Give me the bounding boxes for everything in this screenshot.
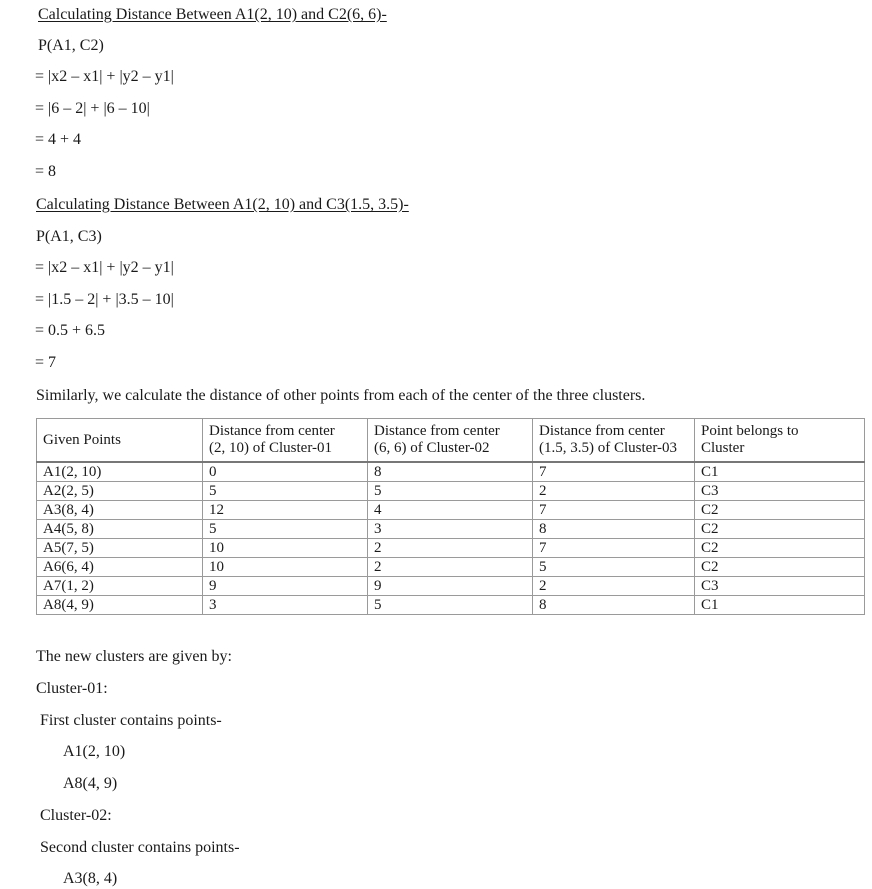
header-distance-cluster-01: Distance from center (2, 10) of Cluster-01: [203, 419, 368, 463]
header-distance-cluster-02: Distance from center (6, 6) of Cluster-02: [368, 419, 533, 463]
formula-line: = |x2 – x1| + |y2 – y1|: [35, 259, 174, 276]
cluster-02-description: Second cluster contains points-: [40, 839, 240, 856]
table-cell: A3(8, 4): [37, 501, 203, 520]
formula-line: = 0.5 + 6.5: [35, 322, 106, 339]
table-cell: C2: [695, 539, 865, 558]
table-cell: A2(2, 5): [37, 482, 203, 501]
table-cell: 5: [368, 482, 533, 501]
table-cell: A7(1, 2): [37, 577, 203, 596]
table-cell: 8: [533, 596, 695, 615]
table-cell: 4: [368, 501, 533, 520]
table-cell: 3: [368, 520, 533, 539]
section2-heading: Calculating Distance Between A1(2, 10) and C3(1.5, 3.5)-: [36, 196, 409, 213]
table-cell: 5: [368, 596, 533, 615]
table-cell: A8(4, 9): [37, 596, 203, 615]
new-clusters-intro: The new clusters are given by:: [36, 648, 232, 665]
table-cell: 12: [203, 501, 368, 520]
table-cell: C1: [695, 596, 865, 615]
table-header-row: [37, 419, 865, 463]
header-given-points: Given Points: [37, 419, 203, 463]
cluster-point: A8(4, 9): [63, 775, 118, 792]
table-cell: 5: [203, 482, 368, 501]
cluster-point: A1(2, 10): [63, 743, 126, 760]
table-cell: C2: [695, 520, 865, 539]
formula-line: P(A1, C3): [36, 228, 102, 245]
table-cell: 7: [533, 539, 695, 558]
table-cell: C3: [695, 577, 865, 596]
formula-line: = 4 + 4: [35, 131, 82, 148]
formula-line: = |x2 – x1| + |y2 – y1|: [35, 68, 174, 85]
table-cell: C1: [695, 462, 865, 482]
similarly-paragraph: Similarly, we calculate the distance of other points from each of the center of the three clusters.: [36, 387, 646, 404]
table-row: [37, 558, 865, 577]
table-cell: 10: [203, 558, 368, 577]
table-cell: 2: [368, 539, 533, 558]
table-cell: 9: [368, 577, 533, 596]
table-row: [37, 539, 865, 558]
formula-line: = |1.5 – 2| + |3.5 – 10|: [35, 291, 174, 308]
table-cell: 7: [533, 501, 695, 520]
table-cell: 3: [203, 596, 368, 615]
table-cell: 8: [368, 462, 533, 482]
distance-table: [36, 418, 865, 615]
formula-line: = 8: [35, 163, 57, 180]
table-cell: 7: [533, 462, 695, 482]
table-cell: 9: [203, 577, 368, 596]
table-cell: 5: [533, 558, 695, 577]
table-cell: A5(7, 5): [37, 539, 203, 558]
table-cell: C2: [695, 501, 865, 520]
cluster-01-label: Cluster-01:: [36, 680, 108, 697]
table-row: [37, 482, 865, 501]
table-cell: A1(2, 10): [37, 462, 203, 482]
formula-line: = |6 – 2| + |6 – 10|: [35, 100, 150, 117]
table-row: [37, 577, 865, 596]
table-row: [37, 501, 865, 520]
table-cell: 2: [368, 558, 533, 577]
table-cell: 2: [533, 482, 695, 501]
table-row: [37, 462, 865, 482]
table-row: [37, 520, 865, 539]
table-cell: 0: [203, 462, 368, 482]
table-cell: 10: [203, 539, 368, 558]
table-row: [37, 596, 865, 615]
section1-heading: Calculating Distance Between A1(2, 10) and C2(6, 6)-: [38, 6, 387, 23]
table-cell: C3: [695, 482, 865, 501]
formula-line: P(A1, C2): [38, 37, 104, 54]
table-cell: 2: [533, 577, 695, 596]
formula-line: = 7: [35, 354, 57, 371]
table-cell: 5: [203, 520, 368, 539]
cluster-point: A3(8, 4): [63, 870, 118, 887]
cluster-02-label: Cluster-02:: [40, 807, 112, 824]
table-cell: 8: [533, 520, 695, 539]
header-point-belongs-to: Point belongs to Cluster: [695, 419, 865, 463]
table-cell: A6(6, 4): [37, 558, 203, 577]
cluster-01-description: First cluster contains points-: [40, 712, 222, 729]
table-cell: C2: [695, 558, 865, 577]
header-distance-cluster-03: Distance from center (1.5, 3.5) of Cluster-03: [533, 419, 695, 463]
table-cell: A4(5, 8): [37, 520, 203, 539]
